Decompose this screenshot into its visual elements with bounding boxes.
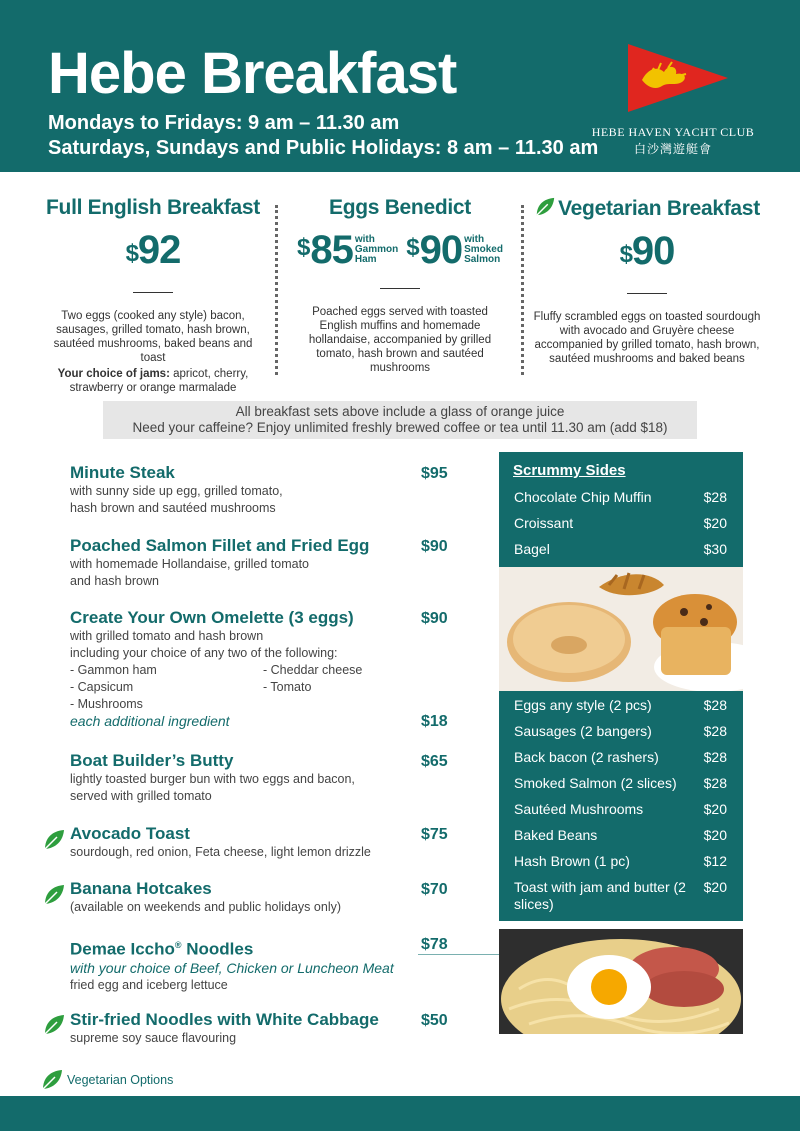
set-description: Fluffy scrambled eggs on toasted sourdough with avocado and Gruyère cheese accompanied by grilled tomato, hash brown, sautéed mushrooms and baked beans — [533, 311, 761, 365]
price-salmon: $ 90 with Smoked Salmon — [406, 227, 503, 272]
item-price: $78 — [421, 936, 448, 953]
menu-item-stir-fried-noodles — [70, 1010, 460, 1047]
item-choice: with your choice of Beef, Chicken or Luncheon Meat — [70, 959, 394, 976]
set-prices — [292, 228, 508, 272]
connector-line — [418, 954, 499, 955]
side-row: Bagel $30 — [514, 541, 727, 557]
club-name-english: HEBE HAVEN YACHT CLUB — [591, 125, 755, 139]
item-name: Banana Hotcakes — [70, 879, 212, 898]
item-desc: supreme soy sauce flavouring — [70, 1031, 237, 1045]
legend — [40, 1068, 173, 1092]
set-name: Eggs Benedict — [329, 196, 471, 219]
item-price: $95 — [421, 465, 448, 482]
item-desc: and hash brown — [70, 574, 159, 588]
item-name: Boat Builder’s Butty — [70, 751, 234, 770]
set-eggs-benedict — [292, 196, 508, 375]
side-row: Sautéed Mushrooms $20 — [514, 801, 727, 817]
item-price: $90 — [421, 538, 448, 555]
leaf-icon — [534, 196, 556, 218]
item-price: $50 — [421, 1012, 448, 1029]
leaf-icon — [42, 883, 66, 907]
item-price: $75 — [421, 826, 448, 843]
footer-band — [0, 1096, 800, 1131]
club-burgee-logo — [628, 44, 728, 112]
set-name: Vegetarian Breakfast — [532, 196, 762, 221]
option: - Capsicum — [70, 680, 134, 694]
sides-panel-bakery — [499, 452, 743, 567]
set-vegetarian — [532, 196, 762, 366]
item-price: $70 — [421, 881, 448, 898]
menu-item-demae-noodles — [70, 935, 460, 994]
set-description: Two eggs (cooked any style) bacon, sausages, grilled tomato, hash brown, sautéed mushrooms, baked beans and toast Your choice of jams: apricot, cherry, strawberry or orange marmalade — [53, 310, 253, 394]
item-name: Minute Steak — [70, 463, 175, 482]
additional-ingredient-price: $18 — [421, 713, 448, 730]
set-price: $90 — [619, 229, 675, 273]
divider — [627, 293, 667, 294]
item-desc: (available on weekends and public holidays only) — [70, 900, 342, 914]
set-name: Full English Breakfast — [46, 196, 260, 219]
option: - Tomato — [263, 680, 312, 694]
page-title: Hebe Breakfast — [48, 41, 457, 106]
menu-item-omelette — [70, 608, 460, 713]
side-row: Toast with jam and butter (2 slices) $20 — [514, 879, 727, 912]
item-name: Demae Iccho® Noodles — [70, 939, 254, 959]
dotted-separator — [521, 205, 524, 375]
bakery-photo — [499, 567, 743, 691]
side-row: Croissant $20 — [514, 515, 727, 531]
item-desc: hash brown and sautéed mushrooms — [70, 501, 276, 515]
option: - Gammon ham — [70, 663, 157, 677]
item-name: Create Your Own Omelette (3 eggs) — [70, 608, 354, 627]
leaf-icon — [42, 1013, 66, 1037]
banner-line-2: Need your caffeine? Enjoy unlimited freshly brewed coffee or tea until 11.30 am (add $18) — [132, 420, 668, 435]
hours-weekday: Mondays to Fridays: 9 am – 11.30 am — [48, 112, 400, 134]
divider — [380, 288, 420, 289]
side-row: Eggs any style (2 pcs) $28 — [514, 697, 727, 713]
leaf-icon — [40, 1068, 64, 1092]
sides-title: Scrummy Sides — [513, 462, 626, 479]
item-desc: lightly toasted burger bun with two eggs and bacon, — [70, 772, 355, 786]
juice-coffee-banner — [103, 401, 697, 439]
item-desc: served with grilled tomato — [70, 789, 212, 803]
legend-label: Vegetarian Options — [67, 1073, 174, 1087]
option: - Cheddar cheese — [263, 663, 363, 677]
dotted-separator — [275, 205, 278, 375]
set-description: Poached eggs served with toasted English muffins and homemade hollandaise, accompanied by grilled tomato, hash brown and sautéed mushrooms — [308, 306, 492, 374]
set-full-english — [40, 196, 266, 395]
side-row: Chocolate Chip Muffin $28 — [514, 489, 727, 505]
noodles-photo — [499, 929, 743, 1034]
item-desc: including your choice of any two of the following: — [70, 646, 338, 660]
menu-item-salmon — [70, 536, 460, 590]
item-name: Stir-fried Noodles with White Cabbage — [70, 1010, 379, 1029]
item-desc: sourdough, red onion, Feta cheese, light lemon drizzle — [70, 845, 371, 859]
item-desc: with grilled tomato and hash brown — [70, 629, 264, 643]
menu-item-minute-steak — [70, 463, 460, 517]
menu-item-butty — [70, 751, 460, 805]
item-desc: fried egg and iceberg lettuce — [70, 977, 228, 992]
side-row: Smoked Salmon (2 slices) $28 — [514, 775, 727, 791]
item-price: $90 — [421, 610, 448, 627]
item-desc: with sunny side up egg, grilled tomato, — [70, 484, 283, 498]
sides-panel-hot — [499, 691, 743, 921]
omelette-options — [70, 662, 460, 713]
side-row: Back bacon (2 rashers) $28 — [514, 749, 727, 765]
option: - Mushrooms — [70, 697, 143, 711]
menu-item-banana-hotcakes — [70, 879, 460, 916]
item-price: $65 — [421, 753, 448, 770]
leaf-icon — [42, 828, 66, 852]
banner-line-1: All breakfast sets above include a glass of orange juice — [235, 404, 565, 419]
item-desc: with homemade Hollandaise, grilled tomato — [70, 557, 310, 571]
menu-item-avocado-toast — [70, 824, 460, 861]
additional-ingredient-label: each additional ingredient — [70, 713, 230, 729]
hours-weekend: Saturdays, Sundays and Public Holidays: 8 am – 11.30 am — [48, 137, 599, 159]
set-price: $92 — [125, 228, 181, 272]
opening-hours — [48, 111, 598, 161]
side-row: Sausages (2 bangers) $28 — [514, 723, 727, 739]
side-row: Baked Beans $20 — [514, 827, 727, 843]
side-row: Hash Brown (1 pc) $12 — [514, 853, 727, 869]
item-name: Poached Salmon Fillet and Fried Egg — [70, 536, 370, 555]
price-gammon: $ 85 with Gammon Ham — [297, 227, 399, 272]
item-name: Avocado Toast — [70, 824, 190, 843]
header-band — [0, 0, 800, 172]
divider — [133, 292, 173, 293]
club-name-chinese: 白沙灣遊艇會 — [633, 142, 712, 156]
